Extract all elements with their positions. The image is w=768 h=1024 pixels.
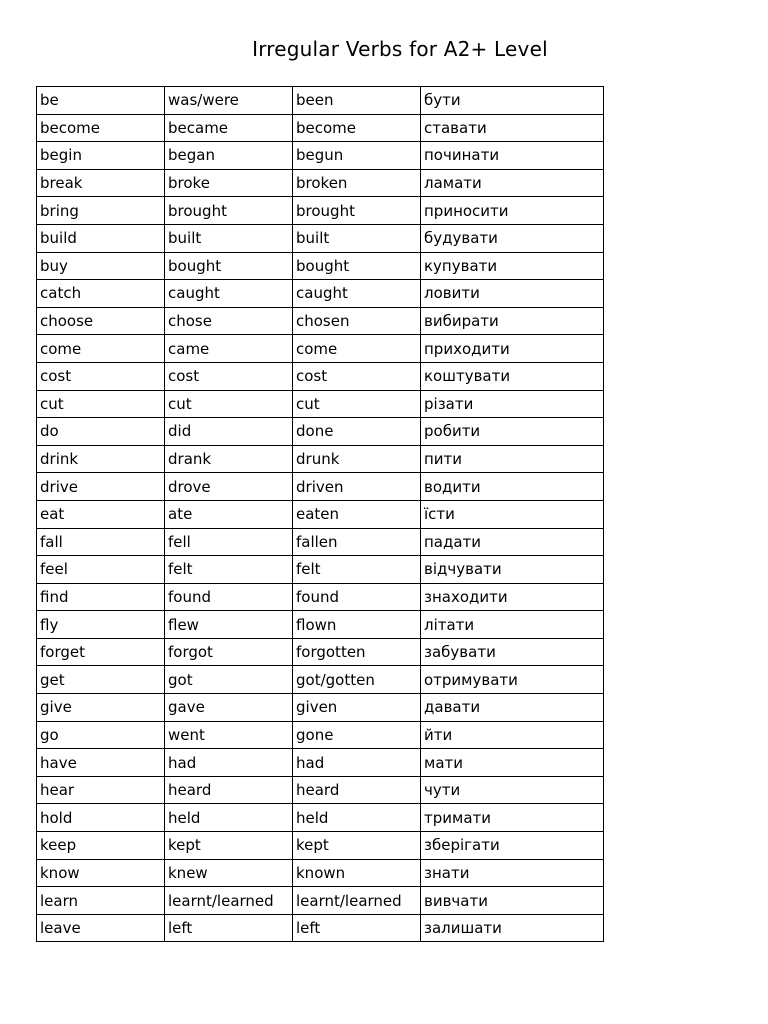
- base-form-cell: choose: [37, 307, 165, 335]
- translation-cell: купувати: [421, 252, 604, 280]
- past-participle-cell: learnt/learned: [293, 887, 421, 915]
- table-row: [37, 307, 604, 335]
- past-participle-cell: broken: [293, 169, 421, 197]
- past-simple-cell: gave: [165, 694, 293, 722]
- past-simple-cell: kept: [165, 832, 293, 860]
- base-form-cell: hold: [37, 804, 165, 832]
- table-row: [37, 224, 604, 252]
- past-participle-cell: cost: [293, 362, 421, 390]
- past-simple-cell: fell: [165, 528, 293, 556]
- table-row: [37, 832, 604, 860]
- base-form-cell: cost: [37, 362, 165, 390]
- past-participle-cell: become: [293, 114, 421, 142]
- translation-cell: залишати: [421, 914, 604, 942]
- past-participle-cell: left: [293, 914, 421, 942]
- past-participle-cell: given: [293, 694, 421, 722]
- past-participle-cell: driven: [293, 473, 421, 501]
- translation-cell: давати: [421, 694, 604, 722]
- table-row: [37, 556, 604, 584]
- base-form-cell: know: [37, 859, 165, 887]
- page-title: Irregular Verbs for A2+ Level: [252, 37, 548, 61]
- translation-cell: знаходити: [421, 583, 604, 611]
- table-row: [37, 473, 604, 501]
- table-row: [37, 887, 604, 915]
- table-row: [37, 666, 604, 694]
- translation-cell: ставати: [421, 114, 604, 142]
- past-simple-cell: held: [165, 804, 293, 832]
- translation-cell: йти: [421, 721, 604, 749]
- table-row: [37, 583, 604, 611]
- base-form-cell: become: [37, 114, 165, 142]
- base-form-cell: learn: [37, 887, 165, 915]
- past-simple-cell: heard: [165, 776, 293, 804]
- table-row: [37, 114, 604, 142]
- translation-cell: робити: [421, 418, 604, 446]
- base-form-cell: fall: [37, 528, 165, 556]
- past-participle-cell: eaten: [293, 500, 421, 528]
- table-row: [37, 280, 604, 308]
- past-simple-cell: became: [165, 114, 293, 142]
- past-participle-cell: had: [293, 749, 421, 777]
- base-form-cell: have: [37, 749, 165, 777]
- past-participle-cell: flown: [293, 611, 421, 639]
- past-participle-cell: been: [293, 87, 421, 115]
- table-row: [37, 500, 604, 528]
- past-participle-cell: brought: [293, 197, 421, 225]
- table-row: [37, 694, 604, 722]
- base-form-cell: begin: [37, 142, 165, 170]
- table-row: [37, 197, 604, 225]
- irregular-verbs-table: [36, 86, 604, 942]
- table-row: [37, 335, 604, 363]
- past-simple-cell: cut: [165, 390, 293, 418]
- base-form-cell: go: [37, 721, 165, 749]
- base-form-cell: forget: [37, 638, 165, 666]
- past-simple-cell: broke: [165, 169, 293, 197]
- table-row: [37, 169, 604, 197]
- past-simple-cell: bought: [165, 252, 293, 280]
- past-simple-cell: did: [165, 418, 293, 446]
- table-row: [37, 252, 604, 280]
- translation-cell: тримати: [421, 804, 604, 832]
- table-row: [37, 445, 604, 473]
- translation-cell: вивчати: [421, 887, 604, 915]
- translation-cell: водити: [421, 473, 604, 501]
- past-simple-cell: caught: [165, 280, 293, 308]
- table-row: [37, 804, 604, 832]
- past-participle-cell: fallen: [293, 528, 421, 556]
- past-simple-cell: built: [165, 224, 293, 252]
- past-simple-cell: ate: [165, 500, 293, 528]
- table-body: [37, 87, 604, 942]
- past-simple-cell: forgot: [165, 638, 293, 666]
- past-simple-cell: found: [165, 583, 293, 611]
- base-form-cell: catch: [37, 280, 165, 308]
- base-form-cell: bring: [37, 197, 165, 225]
- past-simple-cell: left: [165, 914, 293, 942]
- base-form-cell: fly: [37, 611, 165, 639]
- base-form-cell: get: [37, 666, 165, 694]
- base-form-cell: be: [37, 87, 165, 115]
- table-row: [37, 638, 604, 666]
- translation-cell: ловити: [421, 280, 604, 308]
- base-form-cell: build: [37, 224, 165, 252]
- base-form-cell: give: [37, 694, 165, 722]
- base-form-cell: find: [37, 583, 165, 611]
- base-form-cell: drink: [37, 445, 165, 473]
- translation-cell: мати: [421, 749, 604, 777]
- past-simple-cell: got: [165, 666, 293, 694]
- past-participle-cell: held: [293, 804, 421, 832]
- past-participle-cell: cut: [293, 390, 421, 418]
- past-simple-cell: had: [165, 749, 293, 777]
- past-participle-cell: gone: [293, 721, 421, 749]
- past-participle-cell: felt: [293, 556, 421, 584]
- translation-cell: вибирати: [421, 307, 604, 335]
- table-row: [37, 749, 604, 777]
- translation-cell: починати: [421, 142, 604, 170]
- base-form-cell: break: [37, 169, 165, 197]
- translation-cell: приходити: [421, 335, 604, 363]
- past-simple-cell: drank: [165, 445, 293, 473]
- past-participle-cell: caught: [293, 280, 421, 308]
- past-participle-cell: come: [293, 335, 421, 363]
- past-participle-cell: drunk: [293, 445, 421, 473]
- translation-cell: бути: [421, 87, 604, 115]
- past-simple-cell: went: [165, 721, 293, 749]
- base-form-cell: drive: [37, 473, 165, 501]
- past-participle-cell: bought: [293, 252, 421, 280]
- base-form-cell: hear: [37, 776, 165, 804]
- table-row: [37, 528, 604, 556]
- translation-cell: приносити: [421, 197, 604, 225]
- table-row: [37, 776, 604, 804]
- table-row: [37, 914, 604, 942]
- past-participle-cell: got/gotten: [293, 666, 421, 694]
- past-simple-cell: flew: [165, 611, 293, 639]
- table-row: [37, 721, 604, 749]
- translation-cell: зберігати: [421, 832, 604, 860]
- table-row: [37, 362, 604, 390]
- base-form-cell: do: [37, 418, 165, 446]
- base-form-cell: keep: [37, 832, 165, 860]
- table-row: [37, 611, 604, 639]
- translation-cell: відчувати: [421, 556, 604, 584]
- translation-cell: знати: [421, 859, 604, 887]
- past-participle-cell: forgotten: [293, 638, 421, 666]
- table-row: [37, 859, 604, 887]
- base-form-cell: eat: [37, 500, 165, 528]
- past-simple-cell: learnt/learned: [165, 887, 293, 915]
- table-row: [37, 390, 604, 418]
- past-simple-cell: felt: [165, 556, 293, 584]
- translation-cell: пити: [421, 445, 604, 473]
- past-simple-cell: began: [165, 142, 293, 170]
- past-simple-cell: brought: [165, 197, 293, 225]
- past-participle-cell: begun: [293, 142, 421, 170]
- past-simple-cell: was/were: [165, 87, 293, 115]
- past-participle-cell: heard: [293, 776, 421, 804]
- past-participle-cell: done: [293, 418, 421, 446]
- past-participle-cell: known: [293, 859, 421, 887]
- translation-cell: коштувати: [421, 362, 604, 390]
- translation-cell: ламати: [421, 169, 604, 197]
- table-row: [37, 418, 604, 446]
- base-form-cell: buy: [37, 252, 165, 280]
- table-row: [37, 87, 604, 115]
- past-participle-cell: chosen: [293, 307, 421, 335]
- past-simple-cell: came: [165, 335, 293, 363]
- past-simple-cell: chose: [165, 307, 293, 335]
- translation-cell: падати: [421, 528, 604, 556]
- past-participle-cell: built: [293, 224, 421, 252]
- base-form-cell: cut: [37, 390, 165, 418]
- translation-cell: різати: [421, 390, 604, 418]
- base-form-cell: leave: [37, 914, 165, 942]
- base-form-cell: feel: [37, 556, 165, 584]
- past-participle-cell: found: [293, 583, 421, 611]
- past-simple-cell: knew: [165, 859, 293, 887]
- translation-cell: їсти: [421, 500, 604, 528]
- translation-cell: забувати: [421, 638, 604, 666]
- past-simple-cell: drove: [165, 473, 293, 501]
- translation-cell: літати: [421, 611, 604, 639]
- base-form-cell: come: [37, 335, 165, 363]
- translation-cell: будувати: [421, 224, 604, 252]
- past-simple-cell: cost: [165, 362, 293, 390]
- table-row: [37, 142, 604, 170]
- translation-cell: чути: [421, 776, 604, 804]
- past-participle-cell: kept: [293, 832, 421, 860]
- translation-cell: отримувати: [421, 666, 604, 694]
